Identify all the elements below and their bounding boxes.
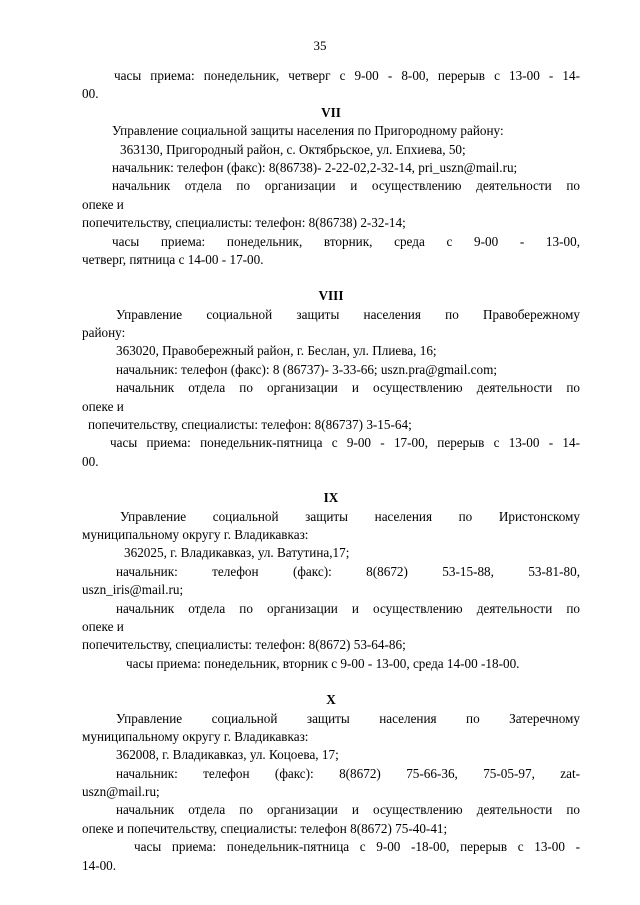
text-line: 362025, г. Владикавказ, ул. Ватутина,17; [124, 545, 350, 561]
text-line: 00. [82, 453, 99, 469]
text-line: начальник: телефон (факс): 8(8672) 75-66-36, 75-05-97, zat- [116, 765, 580, 781]
text-line: начальник отдела по организации и осуществлению деятельности по [116, 802, 580, 818]
section-heading-vii: VII [321, 104, 341, 120]
text-line: uszn_iris@mail.ru; [82, 582, 184, 598]
text-line: Управление социальной защиты населения по Затеречному [116, 710, 580, 726]
text-line: опеке и [82, 196, 124, 212]
text-line: начальник: телефон (факс): 8(8672) 53-15-88, 53-81-80, [116, 563, 580, 579]
text-line: Управление социальной защиты населения по Пригородному району: [112, 123, 504, 139]
text-line: начальник отдела по организации и осуществлению деятельности по [112, 178, 580, 194]
text-line: часы приема: понедельник, вторник с 9-00 - 13-00, среда 14-00 -18-00. [126, 655, 520, 671]
text-line: Управление социальной защиты населения по Иристонскому [120, 508, 580, 524]
text-line: начальник отдела по организации и осуществлению деятельности по [116, 380, 580, 396]
text-line: Управление социальной защиты населения по Правобережному [116, 306, 580, 322]
text-line: опеке и [82, 618, 124, 634]
text-line: четверг, пятница с 14-00 - 17-00. [82, 251, 264, 267]
text-line: муниципальному округу г. Владикавказ: [82, 728, 309, 744]
text-line: начальник: телефон (факс): 8 (86737)- 3-33-66; uszn.pra@gmail.com; [116, 361, 498, 377]
text-line: 362008, г. Владикавказ, ул. Коцоева, 17; [116, 747, 339, 763]
text-line: попечительству, специалисты: телефон: 8(86738) 2-32-14; [82, 215, 406, 231]
section-heading-x: X [326, 692, 336, 708]
text-line: опеке и попечительству, специалисты: телефон 8(8672) 75-40-41; [82, 820, 448, 836]
section-heading-ix: IX [323, 490, 339, 506]
text-line: опеке и [82, 398, 124, 414]
page-number: 35 [313, 38, 327, 53]
text-line: муниципальному округу г. Владикавказ: [82, 526, 309, 542]
text-line: часы приема: понедельник-пятница с 9-00 -18-00, перерыв с 13-00 - [134, 839, 580, 855]
section-heading-viii: VIII [318, 288, 344, 304]
text-line: 14-00. [82, 857, 117, 873]
text-line: начальник: телефон (факс): 8(86738)- 2-22-02,2-32-14, pri_uszn@mail.ru; [112, 159, 518, 175]
text-line: часы приема: понедельник, вторник, среда с 9-00 - 13-00, [112, 233, 580, 249]
text-line: 363020, Правобережный район, г. Беслан, ул. Плиева, 16; [116, 343, 437, 359]
document-body [82, 67, 580, 875]
text-line: попечительству, специалисты: телефон: 8(86737) 3-15-64; [88, 417, 412, 433]
text-line: району: [82, 325, 126, 341]
text-line: часы приема: понедельник-пятница с 9-00 - 17-00, перерыв с 13-00 - 14- [110, 435, 580, 451]
text-line: 363130, Пригородный район, с. Октябрьское, ул. Епхиева, 50; [120, 141, 466, 157]
text-line: 00. [82, 86, 99, 102]
text-line: начальник отдела по организации и осуществлению деятельности по [116, 600, 580, 616]
text-line: попечительству, специалисты: телефон: 8(8672) 53-64-86; [82, 637, 406, 653]
text-line: uszn@mail.ru; [82, 784, 160, 800]
text-line: часы приема: понедельник, четверг с 9-00 - 8-00, перерыв с 13-00 - 14- [114, 68, 580, 83]
